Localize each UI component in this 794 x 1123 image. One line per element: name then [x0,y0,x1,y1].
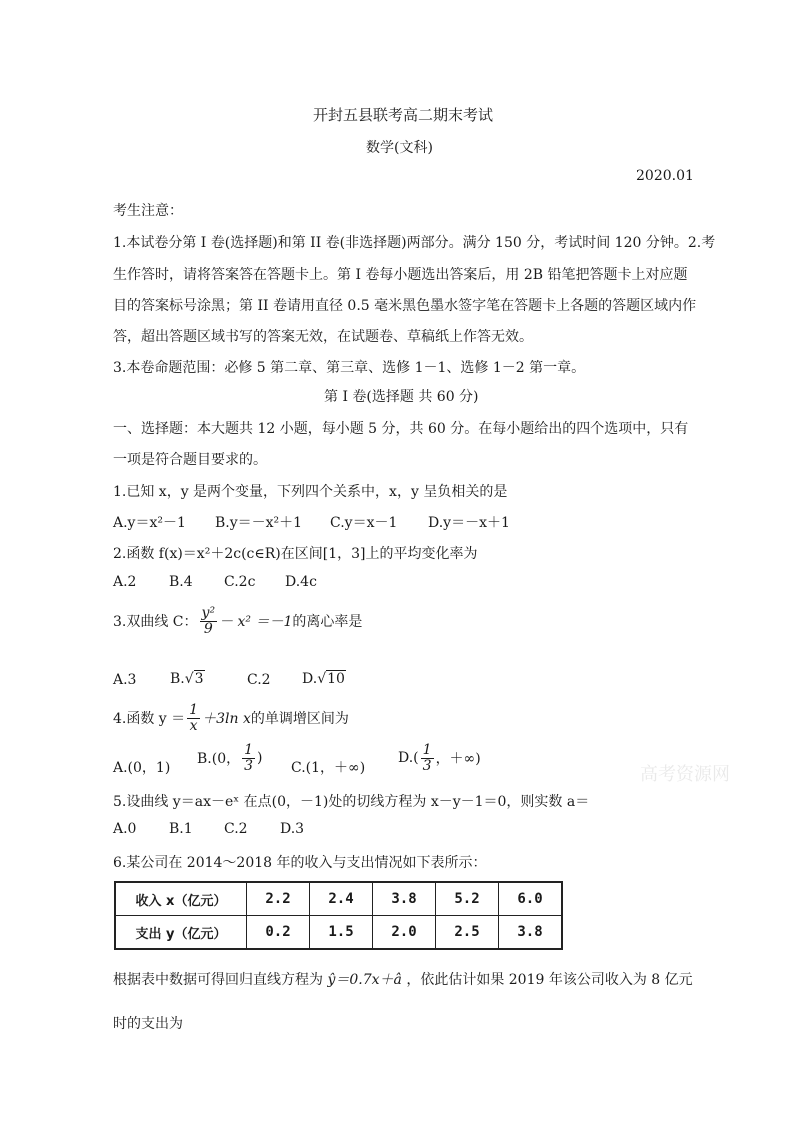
question-3-option-d-label: D. [302,671,318,687]
question-3-option-b-label: B. [170,671,185,687]
question-4-fraction [187,703,200,733]
question-4-option-b-den: 3 [244,757,254,774]
exam-title: 开封五县联考高二期末考试 [313,106,494,124]
notice-line-2: 生作答时，请将答案答在答题卡上。第 I 卷每小题选出答案后，用 2B 铅笔把答题卡上对应题 [113,267,688,283]
question-4-option-c: C.(1，＋∞) [291,760,366,776]
question-1-option-b: B.y＝－x²＋1 [215,515,303,531]
question-3-option-d-radicand: 10 [327,671,345,687]
question-4-option-d-num: 1 [422,742,432,758]
question-5-option-a: A.0 [113,821,137,837]
question-4-stem [113,703,349,733]
question-3-option-b-sqrt: √ 3 [184,671,204,687]
question-5-stem: 5.设曲线 y＝ax－eˣ 在点(0，－1)处的切线方程为 x－y－1＝0，则实数 a＝ [113,794,590,810]
section-title: 第 I 卷(选择题 共 60 分) [324,389,479,405]
question-6-stem: 6.某公司在 2014～2018 年的收入与支出情况如下表所示： [113,855,487,871]
question-3-fraction [200,606,218,636]
question-4-prefix: 4.函数 y ＝ [113,711,186,728]
question-4-option-a: A.(0，1) [113,760,171,776]
table-cell: 2.4 [310,882,373,916]
question-4-option-d-den: 3 [422,757,432,774]
exam-subject: 数学(文科) [366,140,433,156]
question-4-option-d-fraction [421,743,434,773]
question-6-after-prefix: 根据表中数据可得回归直线方程为 [113,972,323,988]
question-4-suffix: 的单调增区间为 [250,711,349,728]
question-4-function-rest: ＋3ln x [202,711,251,728]
table-cell: 2.0 [373,916,436,950]
question-4-option-b-close: ) [257,750,263,767]
question-3-stem [113,606,362,636]
question-3-suffix: 的离心率是 [292,614,363,631]
question-3-option-a: A.3 [113,672,137,688]
notice-line-4: 答，超出答题区域书写的答案无效，在试题卷、草稿纸上作答无效。 [113,329,533,345]
question-3-option-b-radicand: 3 [194,671,204,687]
question-5-option-b: B.1 [169,821,193,837]
question-3-option-d-sqrt: √ 10 [317,671,345,687]
question-3-option-c: C.2 [247,672,271,688]
notice-line-5: 3.本卷命题范围：必修 5 第二章、第三章、选修 1－1、选修 1－2 第一章。 [113,360,586,376]
table-cell: 2.2 [247,882,310,916]
table-cell: 3.8 [499,916,563,950]
question-4-option-b [197,743,263,773]
table-cell: 1.5 [310,916,373,950]
question-3-fraction-den: 9 [203,620,213,637]
question-4-option-b-label: B.(0， [197,751,241,768]
table-cell: 3.8 [373,882,436,916]
table-row [115,916,562,950]
data-table [114,881,563,950]
question-2-option-c: C.2c [224,574,256,590]
question-4-fraction-den: x [189,717,198,734]
question-6-last-line: 时的支出为 [113,1016,183,1032]
question-4-option-d-label: D.( [398,750,419,767]
table-cell: 6.0 [499,882,563,916]
table-row-label: 支出 y（亿元） [115,916,247,950]
income-expense-table [114,881,563,950]
question-2-stem: 2.函数 f(x)＝x²＋2c(c∈R)在区间[1，3]上的平均变化率为 [113,546,478,562]
question-3-option-d [302,670,346,687]
question-4-option-b-num: 1 [244,742,254,758]
section-intro-1: 一、选择题：本大题共 12 小题，每小题 5 分，共 60 分。在每小题给出的四个选项中，只有 [113,421,689,437]
question-6-regression-line [113,969,693,989]
question-4-fraction-num: 1 [189,702,199,718]
section-intro-2: 一项是符合题目要求的。 [113,452,267,468]
table-cell: 2.5 [436,916,499,950]
question-3-prefix: 3.双曲线 C： [113,614,198,631]
question-3-fraction-num: y² [201,605,216,621]
question-1-option-a: A.y＝x²－1 [113,515,186,531]
notice-line-1: 1.本试卷分第 I 卷(选择题)和第 II 卷(非选择题)两部分。满分 150 分，考试时间 120 分钟。2.考 [113,235,716,251]
question-5-option-d: D.3 [280,821,305,837]
question-4-option-b-fraction [242,743,255,773]
question-1-option-c: C.y＝x－1 [330,515,398,531]
question-2-option-b: B.4 [169,574,193,590]
question-4-option-d [398,743,481,773]
question-3-option-b [170,670,205,687]
table-cell: 5.2 [436,882,499,916]
question-3-equation: － x² ＝－1 [219,614,293,631]
question-4-option-d-close: ，＋∞) [435,751,481,768]
question-6-formula: ŷ＝0.7x＋â [327,972,402,988]
question-1-stem: 1.已知 x，y 是两个变量，下列四个关系中，x，y 呈负相关的是 [113,484,508,500]
question-1-option-d: D.y＝－x＋1 [428,515,510,531]
question-5-option-c: C.2 [224,821,248,837]
watermark: 高考资源网 [640,764,730,785]
table-cell: 0.2 [247,916,310,950]
question-2-option-d: D.4c [285,574,317,590]
question-6-after-suffix: ，依此估计如果 2019 年该公司收入为 8 亿元 [406,972,693,988]
notice-heading: 考生注意： [113,203,183,219]
table-row [115,882,562,916]
notice-line-3: 目的答案标号涂黑；第 II 卷请用直径 0.5 毫米黑色墨水签字笔在答题卡上各题的答题区域内作 [113,298,697,314]
question-2-option-a: A.2 [113,574,137,590]
table-row-label: 收入 x（亿元） [115,882,247,916]
exam-date: 2020.01 [636,168,694,184]
